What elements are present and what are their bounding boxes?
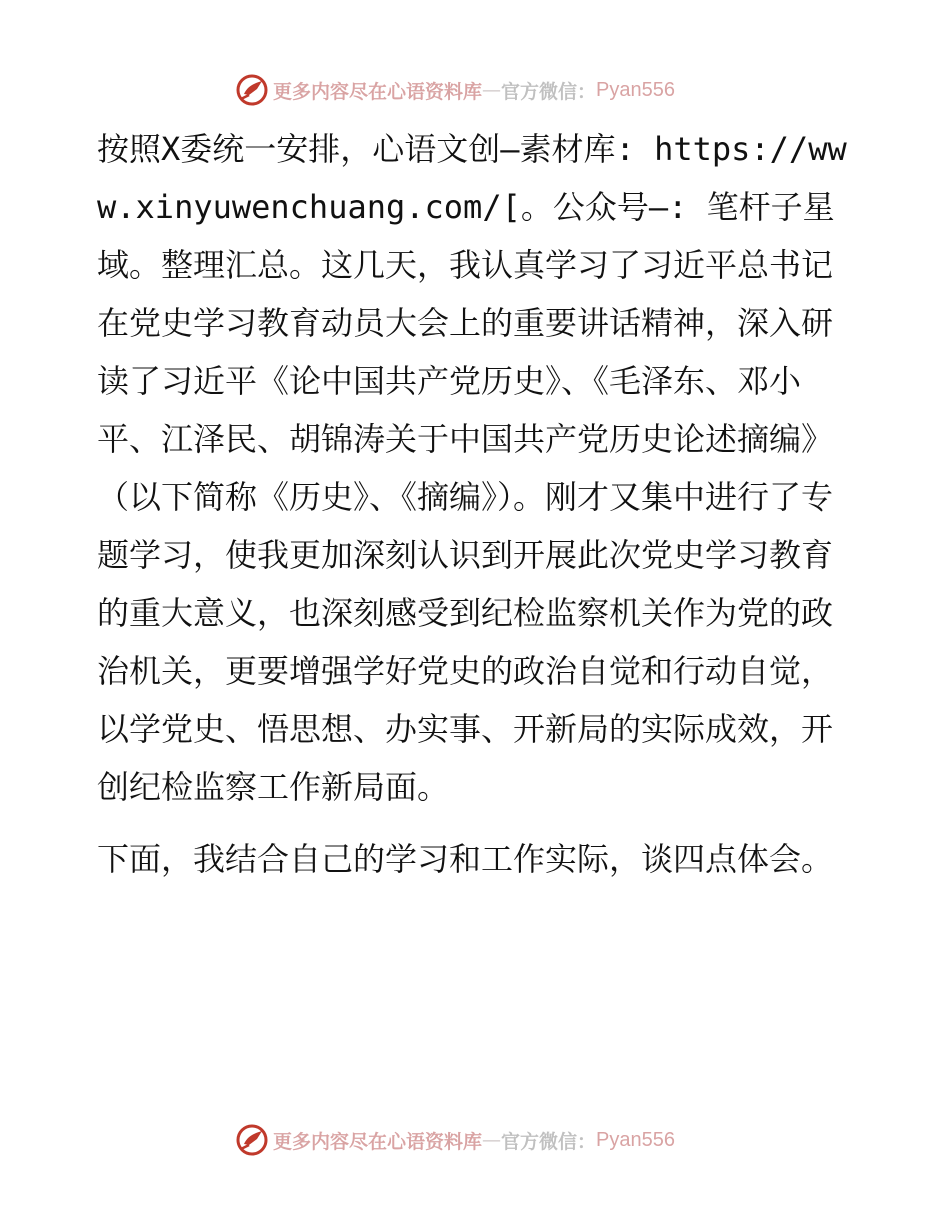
watermark-wechat-id: Pyan556 (596, 1128, 675, 1151)
body-paragraph-1: 按照X委统一安排，心语文创—素材库: https://www.xinyuwenchuang.com/[。公众号—: 笔杆子星域。整理汇总。这几天，我认真学习了习近平总书记在党史学习教育动员大会上的重要讲话精神，深入研读了习近平《论中国共产党历史》、《毛泽东、邓小平、江泽民、胡锦涛关于中国共产党历史论述摘编》（以下简称《历史》、《摘编》）。刚才又集中进行了专题学习，使我更加深刻认识到开展此次党史学习教育的重大意义，也深刻感受到纪检监察机关作为党的政治机关，更要增强学好党史的政治自觉和行动自觉，以学党史、悟思想、办实事、开新局的实际成效，开创纪检监察工作新局面。 (97, 130, 847, 806)
header-watermark (235, 72, 675, 108)
watermark-slogan: 更多内容尽在心语资料库 (273, 1130, 483, 1153)
footer-watermark (235, 1122, 675, 1158)
watermark-official-label: 官方微信： (501, 80, 597, 103)
watermark-dash: — (482, 1129, 502, 1151)
document-body (97, 120, 857, 888)
watermark-slogan: 更多内容尽在心语资料库 (273, 80, 483, 103)
watermark-dash: — (482, 79, 502, 101)
watermark-wechat-id: Pyan556 (596, 78, 675, 101)
body-paragraph-2: 下面，我结合自己的学习和工作实际，谈四点体会。 (97, 840, 834, 878)
library-logo-icon (235, 1123, 269, 1157)
library-logo-icon (235, 73, 269, 107)
watermark-official-label: 官方微信： (501, 1130, 597, 1153)
